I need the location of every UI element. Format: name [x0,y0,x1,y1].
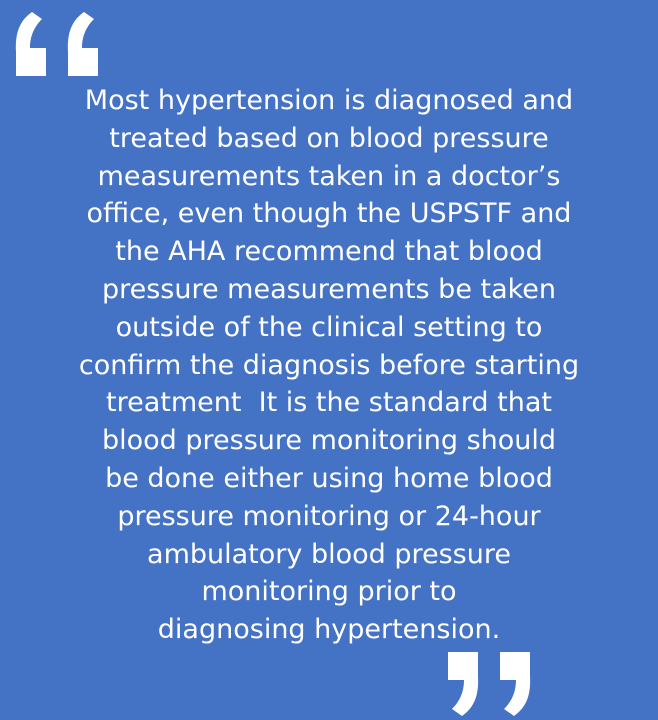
quote-line: treatment It is the standard that [106,387,552,419]
quote-line: Most hypertension is diagnosed and [84,85,574,116]
quote-line: the AHA recommend that blood [115,236,543,268]
quote-line: measurements taken in a doctor’s [97,160,561,192]
quote-line: blood pressure monitoring should [101,425,557,457]
quote-line: be done either using home blood [105,462,553,494]
quote-text [4,82,654,649]
quote-line: treated based on blood pressure [109,122,549,154]
quote-line: office, even though the USPSTF and [86,198,572,230]
open-quote-icon [10,8,106,80]
quote-line: monitoring prior to [201,576,457,608]
quote-line: diagnosing hypertension. [157,614,501,646]
quote-line: confirm the diagnosis before starting [78,349,580,381]
quote-line: pressure measurements be taken [101,273,557,305]
close-quote-icon [440,648,536,720]
quote-line: ambulatory blood pressure [147,538,511,570]
quote-line: pressure monitoring or 24-hour [117,500,541,532]
quote-line: outside of the clinical setting to [115,311,543,343]
